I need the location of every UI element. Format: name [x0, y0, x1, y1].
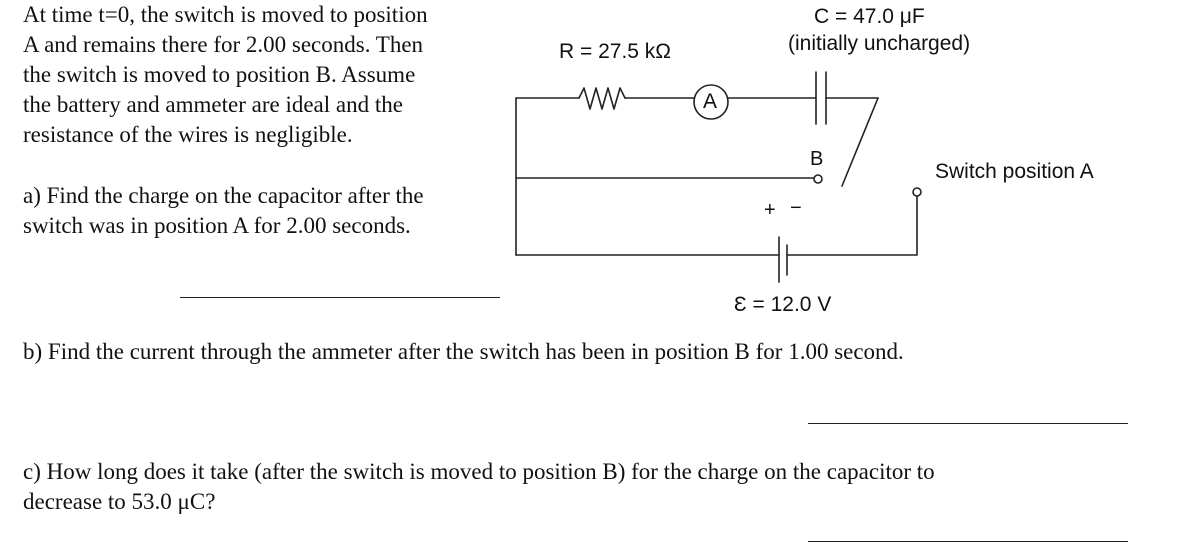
intro-line: the battery and ammeter are ideal and the [23, 92, 403, 117]
switch-blade [842, 98, 878, 186]
emf-label: Ɛ = 12.0 V [734, 293, 832, 316]
question-b: b) Find the current through the ammeter after the switch has been in position B for 1.00 second. [23, 339, 904, 364]
position-b-label: B [810, 148, 824, 170]
intro-line: A and remains there for 2.00 seconds. Then [23, 32, 424, 57]
switch-position-a-label: Switch position A [935, 160, 1094, 183]
contact-b [814, 175, 822, 183]
resistor-label: R = 27.5 kΩ [559, 40, 672, 63]
intro-line: the switch is moved to position B. Assume [23, 62, 416, 87]
wire-battery-a [787, 196, 917, 255]
intro-line: resistance of the wires is negligible. [23, 122, 353, 147]
intro-line: At time t=0, the switch is moved to position [23, 2, 428, 27]
battery-plus: + [764, 199, 776, 221]
capacitor-note: (initially uncharged) [788, 32, 971, 55]
question-a-line: a) Find the charge on the capacitor after the [23, 183, 424, 208]
question-a-line: switch was in position A for 2.00 seconds. [23, 213, 411, 238]
question-c-line: decrease to 53.0 μC? [23, 489, 216, 514]
capacitor-label: C = 47.0 μF [814, 5, 925, 28]
contact-a [913, 188, 921, 196]
ammeter-label: A [703, 90, 718, 113]
battery-minus: − [790, 197, 802, 219]
question-c-line: c) How long does it take (after the switch is moved to position B) for the charge on the capacitor to [23, 459, 935, 484]
resistor-symbol [579, 88, 625, 109]
